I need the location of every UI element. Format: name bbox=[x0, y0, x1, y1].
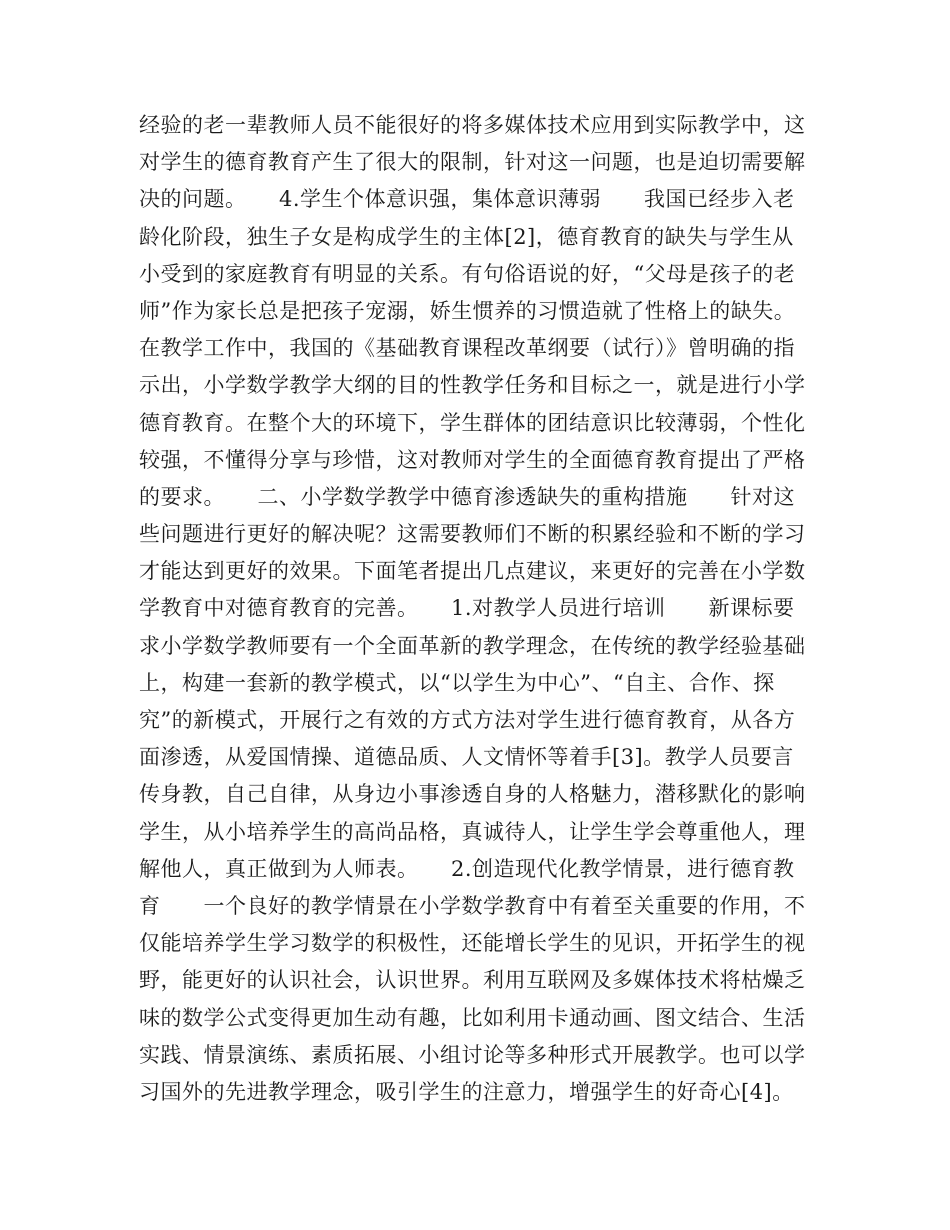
text-line: 上，构建一套新的教学模式，以“以学生为中心”、“自主、合作、探 bbox=[139, 670, 775, 695]
text-line: 味的数学公式变得更加生动有趣，比如利用卡通动画、图文结合、生活 bbox=[139, 1005, 806, 1030]
text-line: 些问题进行更好的解决呢？这需要教师们不断的积累经验和不断的学习 bbox=[139, 522, 806, 547]
text-line: 的要求。 二、小学数学教学中德育渗透缺失的重构措施 针对这 bbox=[139, 484, 795, 509]
text-line: 解他人，真正做到为人师表。 2.创造现代化教学情景，进行德育教 bbox=[139, 856, 795, 881]
text-line: 对学生的德育教育产生了很大的限制，针对这一问题，也是迫切需要解 bbox=[139, 150, 806, 175]
text-line: 求小学数学教师要有一个全面革新的教学理念，在传统的教学经验基础 bbox=[139, 633, 806, 658]
text-line: 习国外的先进教学理念，吸引学生的注意力，增强学生的好奇心[4]。 bbox=[139, 1079, 794, 1104]
text-line: 仅能培养学生学习数学的积极性，还能增长学生的见识，开拓学生的视 bbox=[139, 931, 806, 956]
text-line: 示出，小学数学教学大纲的目的性教学任务和目标之一，就是进行小学 bbox=[139, 373, 806, 398]
text-line: 究”的新模式，开展行之有效的方式方法对学生进行德育教育，从各方 bbox=[139, 708, 796, 732]
text-line: 实践、情景演练、素质拓展、小组讨论等多种形式开展教学。也可以学 bbox=[139, 1042, 806, 1067]
text-line: 较强，不懂得分享与珍惜，这对教师对学生的全面德育教育提出了严格 bbox=[139, 447, 806, 472]
text-line: 面渗透，从爱国情操、道德品质、人文情怀等着手[3]。教学人员要言 bbox=[139, 745, 794, 770]
text-line: 师”作为家长总是把孩子宠溺，娇生惯养的习惯造就了性格上的缺失。 bbox=[139, 298, 796, 323]
text-line: 野，能更好的认识社会，认识世界。利用互联网及多媒体技术将枯燥乏 bbox=[139, 968, 806, 993]
text-line: 育 一个良好的教学情景在小学数学教育中有着至关重要的作用，不 bbox=[139, 893, 806, 918]
text-line: 决的问题。 4.学生个体意识强，集体意识薄弱 我国已经步入老 bbox=[139, 187, 795, 212]
body-text bbox=[139, 107, 819, 1111]
text-line: 传身教，自己自律，从身边小事渗透自身的人格魅力，潜移默化的影响 bbox=[139, 782, 806, 807]
text-line: 学生，从小培养学生的高尚品格，真诚待人，让学生学会尊重他人，理 bbox=[139, 819, 806, 844]
text-line: 德育教育。在整个大的环境下，学生群体的团结意识比较薄弱，个性化 bbox=[139, 410, 806, 435]
text-line: 经验的老一辈教师人员不能很好的将多媒体技术应用到实际教学中，这 bbox=[139, 113, 806, 137]
text-line: 小受到的家庭教育有明显的关系。有句俗语说的好，“父母是孩子的老 bbox=[139, 261, 796, 286]
text-line: 在教学工作中，我国的《基础教育课程改革纲要（试行）》曾明确的指 bbox=[139, 336, 795, 361]
text-line: 龄化阶段，独生子女是构成学生的主体[2]，德育教育的缺失与学生从 bbox=[139, 224, 794, 249]
text-line: 学教育中对德育教育的完善。 1.对教学人员进行培训 新课标要 bbox=[139, 596, 795, 621]
text-line: 才能达到更好的效果。下面笔者提出几点建议，来更好的完善在小学数 bbox=[139, 559, 806, 584]
